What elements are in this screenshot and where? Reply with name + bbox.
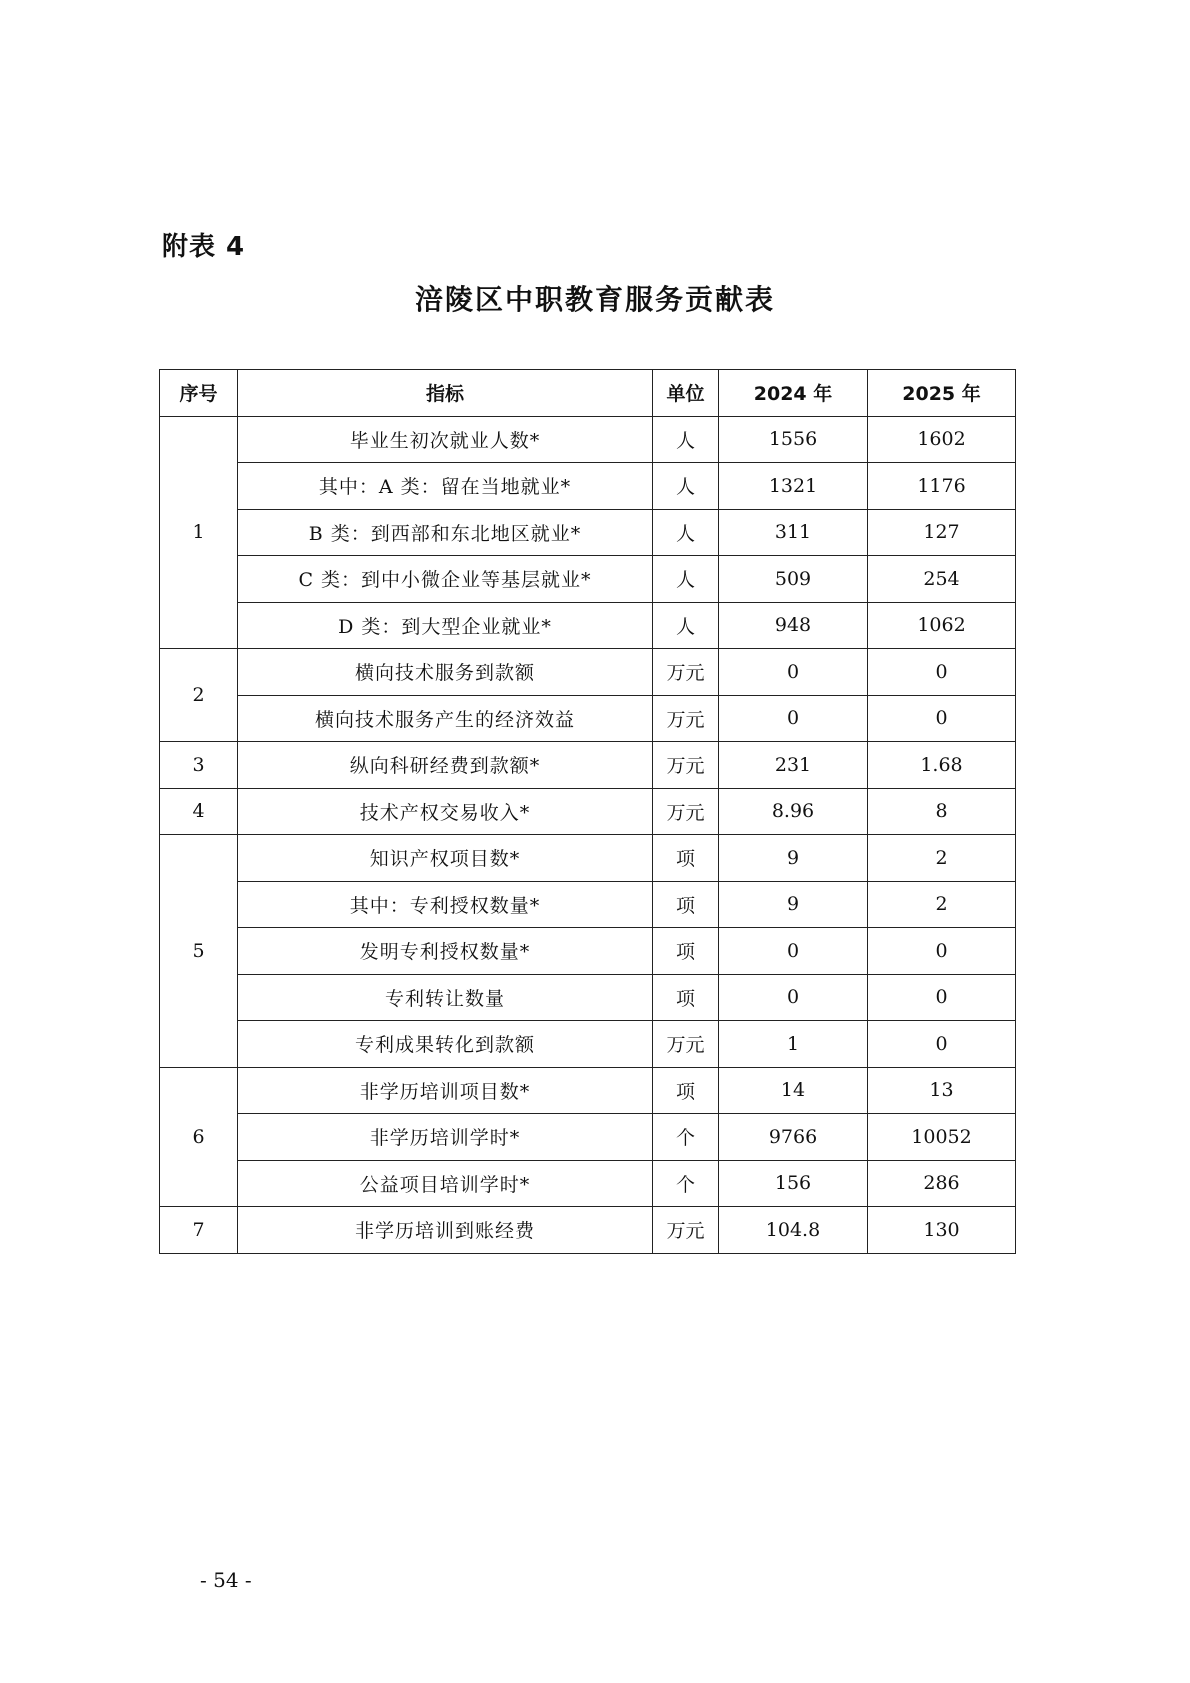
value-2024-cell: 0 [719, 649, 868, 696]
indicator-cell: D 类：到大型企业就业* [238, 602, 653, 649]
indicator-cell: C 类：到中小微企业等基层就业* [238, 556, 653, 603]
indicator-cell: 公益项目培训学时* [238, 1160, 653, 1207]
unit-cell: 万元 [653, 1207, 719, 1254]
header-2024: 2024 年 [719, 370, 868, 417]
seq-cell: 7 [160, 1207, 238, 1254]
unit-cell: 项 [653, 974, 719, 1021]
service-contribution-table [159, 369, 1016, 1254]
value-2025-cell: 0 [868, 1021, 1016, 1068]
header-seq: 序号 [160, 370, 238, 417]
unit-cell: 人 [653, 509, 719, 556]
value-2024-cell: 231 [719, 742, 868, 789]
seq-cell: 1 [160, 416, 238, 649]
table-row [160, 974, 1016, 1021]
value-2024-cell: 948 [719, 602, 868, 649]
value-2025-cell: 127 [868, 509, 1016, 556]
value-2024-cell: 1 [719, 1021, 868, 1068]
table-row [160, 881, 1016, 928]
indicator-cell: 发明专利授权数量* [238, 928, 653, 975]
indicator-cell: 其中：专利授权数量* [238, 881, 653, 928]
unit-cell: 个 [653, 1114, 719, 1161]
value-2025-cell: 254 [868, 556, 1016, 603]
value-2025-cell: 0 [868, 974, 1016, 1021]
seq-cell: 4 [160, 788, 238, 835]
value-2024-cell: 104.8 [719, 1207, 868, 1254]
unit-cell: 万元 [653, 649, 719, 696]
indicator-cell: 横向技术服务到款额 [238, 649, 653, 696]
value-2024-cell: 509 [719, 556, 868, 603]
table-row [160, 1114, 1016, 1161]
table-row [160, 602, 1016, 649]
indicator-cell: 非学历培训学时* [238, 1114, 653, 1161]
indicator-cell: 横向技术服务产生的经济效益 [238, 695, 653, 742]
table-row [160, 463, 1016, 510]
value-2025-cell: 1062 [868, 602, 1016, 649]
table-row [160, 1207, 1016, 1254]
header-indicator: 指标 [238, 370, 653, 417]
indicator-cell: 非学历培训到账经费 [238, 1207, 653, 1254]
unit-cell: 人 [653, 602, 719, 649]
value-2024-cell: 14 [719, 1067, 868, 1114]
unit-cell: 个 [653, 1160, 719, 1207]
page-number: - 54 - [200, 1568, 252, 1592]
seq-cell: 3 [160, 742, 238, 789]
table-row [160, 788, 1016, 835]
indicator-cell: 专利成果转化到款额 [238, 1021, 653, 1068]
unit-cell: 万元 [653, 788, 719, 835]
unit-cell: 人 [653, 556, 719, 603]
value-2025-cell: 10052 [868, 1114, 1016, 1161]
indicator-cell: 纵向科研经费到款额* [238, 742, 653, 789]
indicator-cell: 技术产权交易收入* [238, 788, 653, 835]
seq-cell: 6 [160, 1067, 238, 1207]
unit-cell: 项 [653, 928, 719, 975]
indicator-cell: 其中：A 类：留在当地就业* [238, 463, 653, 510]
value-2024-cell: 311 [719, 509, 868, 556]
table-row [160, 509, 1016, 556]
table-row [160, 556, 1016, 603]
table-row [160, 695, 1016, 742]
indicator-cell: 知识产权项目数* [238, 835, 653, 882]
unit-cell: 项 [653, 835, 719, 882]
value-2025-cell: 1176 [868, 463, 1016, 510]
value-2025-cell: 286 [868, 1160, 1016, 1207]
value-2025-cell: 13 [868, 1067, 1016, 1114]
indicator-cell: B 类：到西部和东北地区就业* [238, 509, 653, 556]
value-2024-cell: 8.96 [719, 788, 868, 835]
value-2025-cell: 2 [868, 881, 1016, 928]
seq-cell: 5 [160, 835, 238, 1068]
unit-cell: 人 [653, 416, 719, 463]
value-2025-cell: 0 [868, 649, 1016, 696]
table-row [160, 416, 1016, 463]
table-row [160, 1021, 1016, 1068]
header-unit: 单位 [653, 370, 719, 417]
value-2025-cell: 130 [868, 1207, 1016, 1254]
table-header-row [160, 370, 1016, 417]
unit-cell: 万元 [653, 695, 719, 742]
table-row [160, 835, 1016, 882]
header-2025: 2025 年 [868, 370, 1016, 417]
value-2025-cell: 0 [868, 695, 1016, 742]
value-2024-cell: 0 [719, 695, 868, 742]
value-2025-cell: 0 [868, 928, 1016, 975]
value-2024-cell: 0 [719, 974, 868, 1021]
seq-cell: 2 [160, 649, 238, 742]
value-2024-cell: 1556 [719, 416, 868, 463]
value-2024-cell: 156 [719, 1160, 868, 1207]
table-row [160, 1160, 1016, 1207]
value-2025-cell: 2 [868, 835, 1016, 882]
unit-cell: 万元 [653, 742, 719, 789]
table-row [160, 649, 1016, 696]
indicator-cell: 非学历培训项目数* [238, 1067, 653, 1114]
value-2025-cell: 8 [868, 788, 1016, 835]
unit-cell: 项 [653, 881, 719, 928]
value-2024-cell: 9766 [719, 1114, 868, 1161]
table-row [160, 1067, 1016, 1114]
value-2024-cell: 9 [719, 835, 868, 882]
unit-cell: 万元 [653, 1021, 719, 1068]
table-body [160, 416, 1016, 1253]
value-2024-cell: 1321 [719, 463, 868, 510]
value-2025-cell: 1.68 [868, 742, 1016, 789]
value-2024-cell: 9 [719, 881, 868, 928]
value-2024-cell: 0 [719, 928, 868, 975]
value-2025-cell: 1602 [868, 416, 1016, 463]
unit-cell: 项 [653, 1067, 719, 1114]
document-title: 涪陵区中职教育服务贡献表 [414, 283, 775, 316]
table-row [160, 742, 1016, 789]
table-row [160, 928, 1016, 975]
unit-cell: 人 [653, 463, 719, 510]
indicator-cell: 毕业生初次就业人数* [238, 416, 653, 463]
appendix-label: 附表 4 [162, 232, 246, 262]
indicator-cell: 专利转让数量 [238, 974, 653, 1021]
